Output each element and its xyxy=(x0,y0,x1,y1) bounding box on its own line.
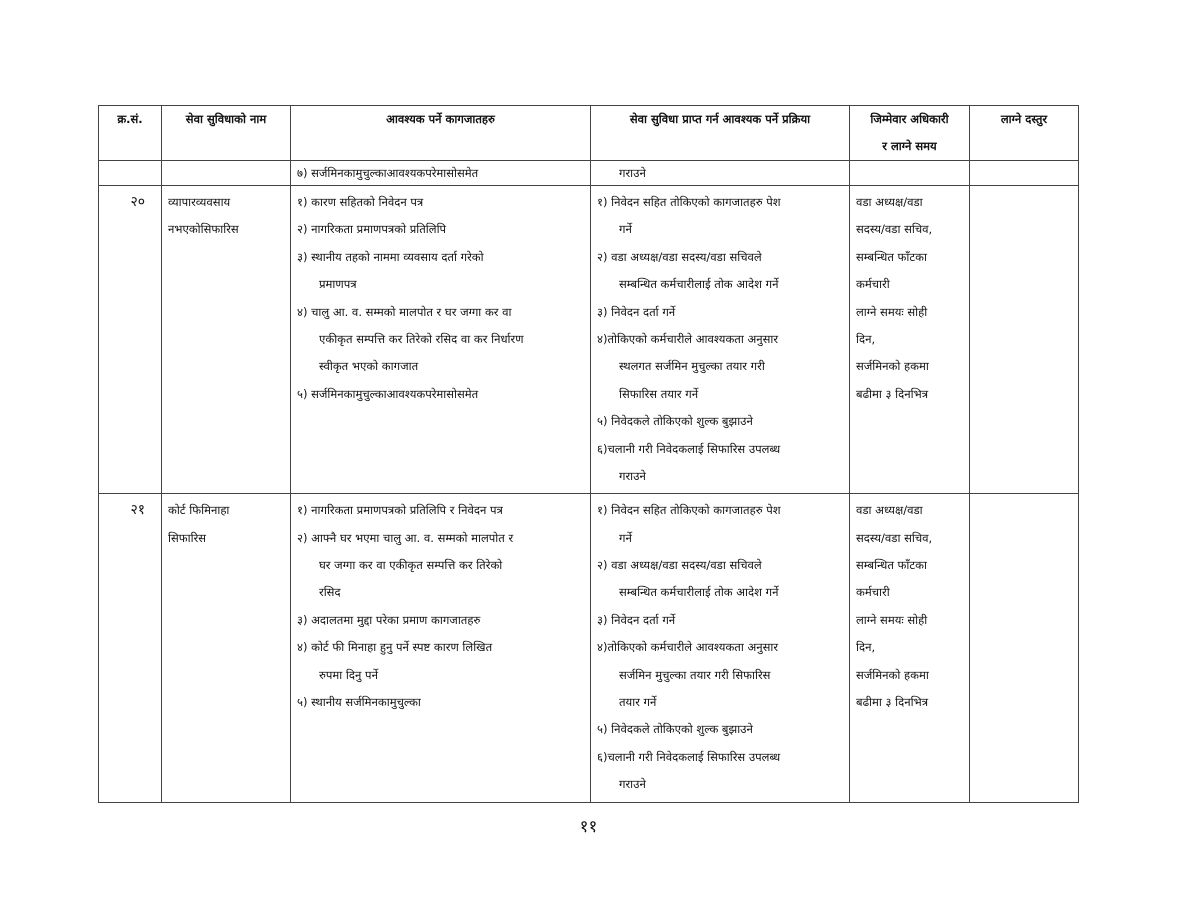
header-officer: जिम्मेवार अधिकारी र लाग्ने समय xyxy=(850,106,970,161)
process-step: ४)तोकिएको कर्मचारीले आवश्यकता अनुसार xyxy=(597,331,779,346)
document-item: रुपमा दिनु पर्ने xyxy=(319,667,378,682)
table-row xyxy=(99,186,1079,494)
officer-line: दिन, xyxy=(856,640,876,655)
process-step: सिफारिस तयार गर्ने xyxy=(619,386,699,401)
officer-line: सम्बन्धित फाँटका xyxy=(856,249,927,264)
process-step: ४)तोकिएको कर्मचारीले आवश्यकता अनुसार xyxy=(597,640,779,655)
continuation-row xyxy=(99,161,1079,186)
service-name-line: व्यापारव्यवसाय xyxy=(168,195,231,209)
process-step: तयार गर्ने xyxy=(619,695,657,710)
officer-line: कर्मचारी xyxy=(856,585,890,600)
document-item: ४) कोर्ट फी मिनाहा हुनु पर्ने स्पष्ट कारण लिखित xyxy=(297,640,493,655)
service-name-line: कोर्ट फिमिनाहा xyxy=(168,503,230,518)
process-cell xyxy=(591,186,850,494)
process-step: सम्बन्धित कर्मचारीलाई तोक आदेश गर्ने xyxy=(619,277,779,292)
officer-line: बढीमा ३ दिनभित्र xyxy=(856,695,929,710)
document-item: ४) चालु आ. व. सम्मको मालपोत र घर जग्गा कर वा xyxy=(297,304,512,319)
documents-cell xyxy=(291,186,591,494)
cont-process-cell xyxy=(591,161,850,186)
table-row xyxy=(99,494,1079,802)
documents-cell xyxy=(291,494,591,802)
officer-line: सम्बन्धित फाँटका xyxy=(856,558,927,573)
process-step: सम्बन्धित कर्मचारीलाई तोक आदेश गर्ने xyxy=(619,585,779,600)
process-step: ५) निवेदकले तोकिएको शुल्क बुझाउने xyxy=(597,414,753,429)
header-documents: आवश्यक पर्ने कागजातहरु xyxy=(291,106,591,161)
fee-cell xyxy=(970,186,1079,494)
cont-name-cell xyxy=(162,161,291,186)
sn-cell xyxy=(99,494,162,802)
document-item: एकीकृत सम्पत्ति कर तिरेको रसिद वा कर निर्धारण xyxy=(319,331,524,346)
officer-line: लाग्ने समयः सोही xyxy=(856,304,928,319)
service-name-cell xyxy=(162,186,291,494)
document-item: प्रमाणपत्र xyxy=(319,277,357,292)
document-item: १) नागरिकता प्रमाणपत्रको प्रतिलिपि र निवेदन पत्र xyxy=(297,503,503,518)
officer-line: सदस्य/वडा सचिव, xyxy=(856,222,933,237)
header-row xyxy=(99,106,1079,161)
document-item: घर जग्गा कर वा एकीकृत सम्पत्ति कर तिरेको xyxy=(319,558,503,573)
process-step: गराउने xyxy=(619,777,646,792)
process-step: स्थलगत सर्जमिन मुचुल्का तयार गरी xyxy=(619,359,765,374)
process-step: १) निवेदन सहित तोकिएको कागजातहरु पेश xyxy=(597,195,781,209)
officer-line: सर्जमिनको हकमा xyxy=(856,359,929,374)
process-step: २) वडा अध्यक्ष/वडा सदस्य/वडा सचिवले xyxy=(597,249,762,264)
service-name-line: नभएकोसिफारिस xyxy=(168,222,239,237)
document-item: ५) स्थानीय सर्जमिनकामुचुल्का xyxy=(297,695,421,710)
process-step: ५) निवेदकले तोकिएको शुल्क बुझाउने xyxy=(597,722,753,737)
process-step: गर्ने xyxy=(619,530,632,545)
process-step: गर्ने xyxy=(619,222,632,237)
officer-line: सदस्य/वडा सचिव, xyxy=(856,530,933,545)
process-step: १) निवेदन सहित तोकिएको कागजातहरु पेश xyxy=(597,503,781,518)
serial-number: २० xyxy=(130,194,145,210)
officer-line: वडा अध्यक्ष/वडा xyxy=(856,195,923,209)
header-fee: लाग्ने दस्तुर xyxy=(970,106,1079,161)
document-item: ३) अदालतमा मुद्दा परेका प्रमाण कागजातहरु xyxy=(297,612,481,627)
document-item: २) नागरिकता प्रमाणपत्रको प्रतिलिपि xyxy=(297,222,447,237)
process-step: ३) निवेदन दर्ता गर्ने xyxy=(597,612,676,627)
officer-cell xyxy=(850,494,970,802)
cont-document-line: ७) सर्जमिनकामुचुल्काआवश्यकपरेमासोसमेत xyxy=(297,166,479,180)
process-step: ३) निवेदन दर्ता गर्ने xyxy=(597,304,676,319)
document-item: १) कारण सहितको निवेदन पत्र xyxy=(297,195,424,209)
officer-line: दिन, xyxy=(856,331,876,346)
process-cell xyxy=(591,494,850,802)
process-step: ६)चलानी गरी निवेदकलाई सिफारिस उपलब्ध xyxy=(597,749,781,764)
header-sn: क्र.सं. xyxy=(99,106,162,161)
sn-cell xyxy=(99,186,162,494)
officer-line: सर्जमिनको हकमा xyxy=(856,667,929,682)
header-process: सेवा सुविधा प्राप्त गर्न आवश्यक पर्ने प्रक्रिया xyxy=(591,106,850,161)
cont-documents-cell xyxy=(291,161,591,186)
document-item: ५) सर्जमिनकामुचुल्काआवश्यकपरेमासोसमेत xyxy=(297,386,479,401)
serial-number: २१ xyxy=(130,502,145,519)
document-item: रसिद xyxy=(319,585,341,600)
document-item: स्वीकृत भएको कागजात xyxy=(319,359,419,374)
cont-officer-cell xyxy=(850,161,970,186)
cont-sn-cell xyxy=(99,161,162,186)
page-number: ११ xyxy=(579,817,598,837)
header-service-name: सेवा सुविधाको नाम xyxy=(162,106,291,161)
officer-cell xyxy=(850,186,970,494)
document-item: ३) स्थानीय तहको नाममा व्यवसाय दर्ता गरेको xyxy=(297,249,484,264)
service-name-cell xyxy=(162,494,291,802)
officer-line: वडा अध्यक्ष/वडा xyxy=(856,503,923,518)
document-item: २) आफ्नै घर भएमा चालु आ. व. सम्मको मालपोत र xyxy=(297,530,514,545)
fee-cell xyxy=(970,494,1079,802)
service-name-line: सिफारिस xyxy=(168,530,207,545)
process-step: गराउने xyxy=(619,468,646,483)
cont-fee-cell xyxy=(970,161,1079,186)
process-step: सर्जमिन मुचुल्का तयार गरी सिफारिस xyxy=(619,667,771,682)
services-table xyxy=(98,105,1079,803)
process-step: २) वडा अध्यक्ष/वडा सदस्य/वडा सचिवले xyxy=(597,558,762,573)
process-step: ६)चलानी गरी निवेदकलाई सिफारिस उपलब्ध xyxy=(597,441,781,456)
officer-line: कर्मचारी xyxy=(856,277,890,292)
cont-process-line: गराउने xyxy=(619,166,646,180)
officer-line: लाग्ने समयः सोही xyxy=(856,612,928,627)
officer-line: बढीमा ३ दिनभित्र xyxy=(856,386,929,401)
